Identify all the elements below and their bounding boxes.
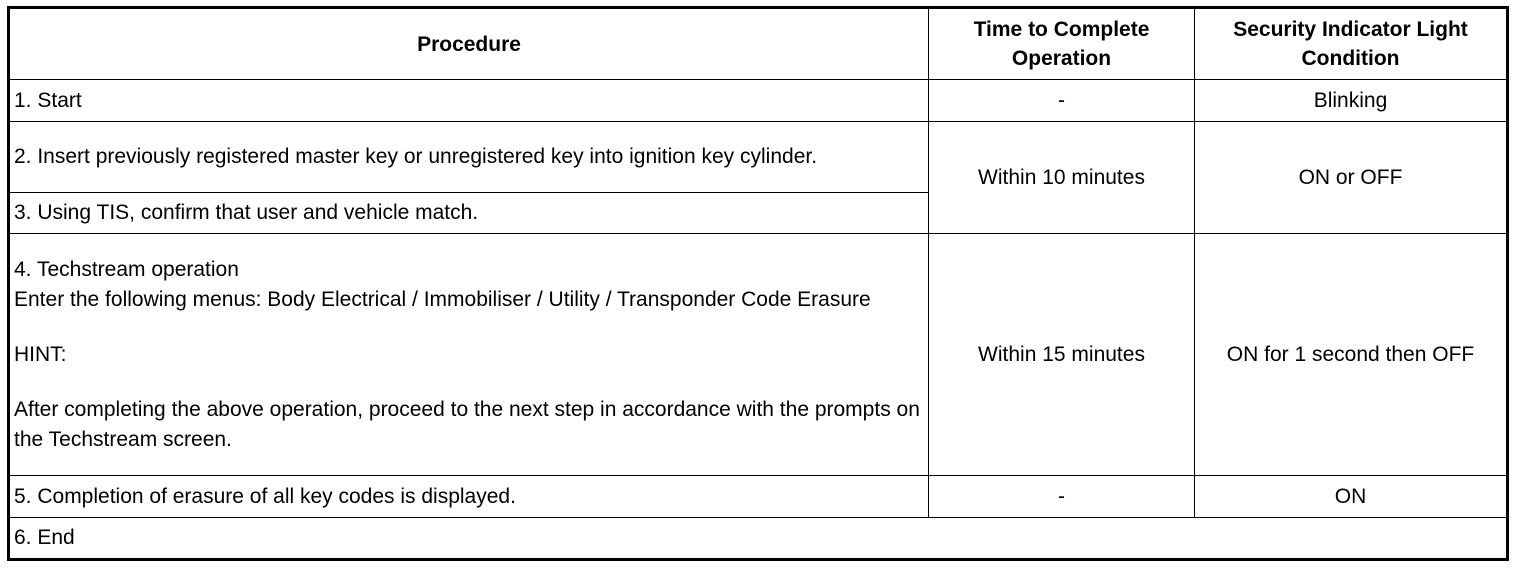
time-cell: Within 10 minutes	[929, 122, 1195, 234]
table-row	[9, 122, 1508, 193]
hint-label: HINT:	[14, 342, 67, 366]
procedure-table	[7, 6, 1509, 561]
procedure-cell: 6. End	[9, 518, 1508, 560]
step-menus: Enter the following menus: Body Electrical / Immobiliser / Utility / Transponder Code Erasure	[14, 287, 871, 311]
hint-text: After completing the above operation, proceed to the next step in accordance with the prompts on the Techstream screen.	[14, 397, 920, 451]
header-light: Security Indicator Light Condition	[1195, 8, 1508, 80]
header-procedure: Procedure	[9, 8, 929, 80]
step-title: 4. Techstream operation	[14, 257, 239, 281]
header-time: Time to Complete Operation	[929, 8, 1195, 80]
procedure-cell: 5. Completion of erasure of all key codes is displayed.	[9, 476, 929, 518]
light-cell: ON	[1195, 476, 1508, 518]
table-row	[9, 234, 1508, 476]
procedure-cell: 1. Start	[9, 80, 929, 122]
procedure-cell	[9, 234, 929, 476]
light-cell: ON or OFF	[1195, 122, 1508, 234]
procedure-cell: 3. Using TIS, confirm that user and vehicle match.	[9, 193, 929, 234]
time-cell: Within 15 minutes	[929, 234, 1195, 476]
table-row	[9, 80, 1508, 122]
table-row	[9, 518, 1508, 560]
table-row	[9, 476, 1508, 518]
header-row	[9, 8, 1508, 80]
time-cell: -	[929, 80, 1195, 122]
procedure-cell: 2. Insert previously registered master key or unregistered key into ignition key cylinder.	[9, 122, 929, 193]
light-cell: ON for 1 second then OFF	[1195, 234, 1508, 476]
time-cell: -	[929, 476, 1195, 518]
light-cell: Blinking	[1195, 80, 1508, 122]
